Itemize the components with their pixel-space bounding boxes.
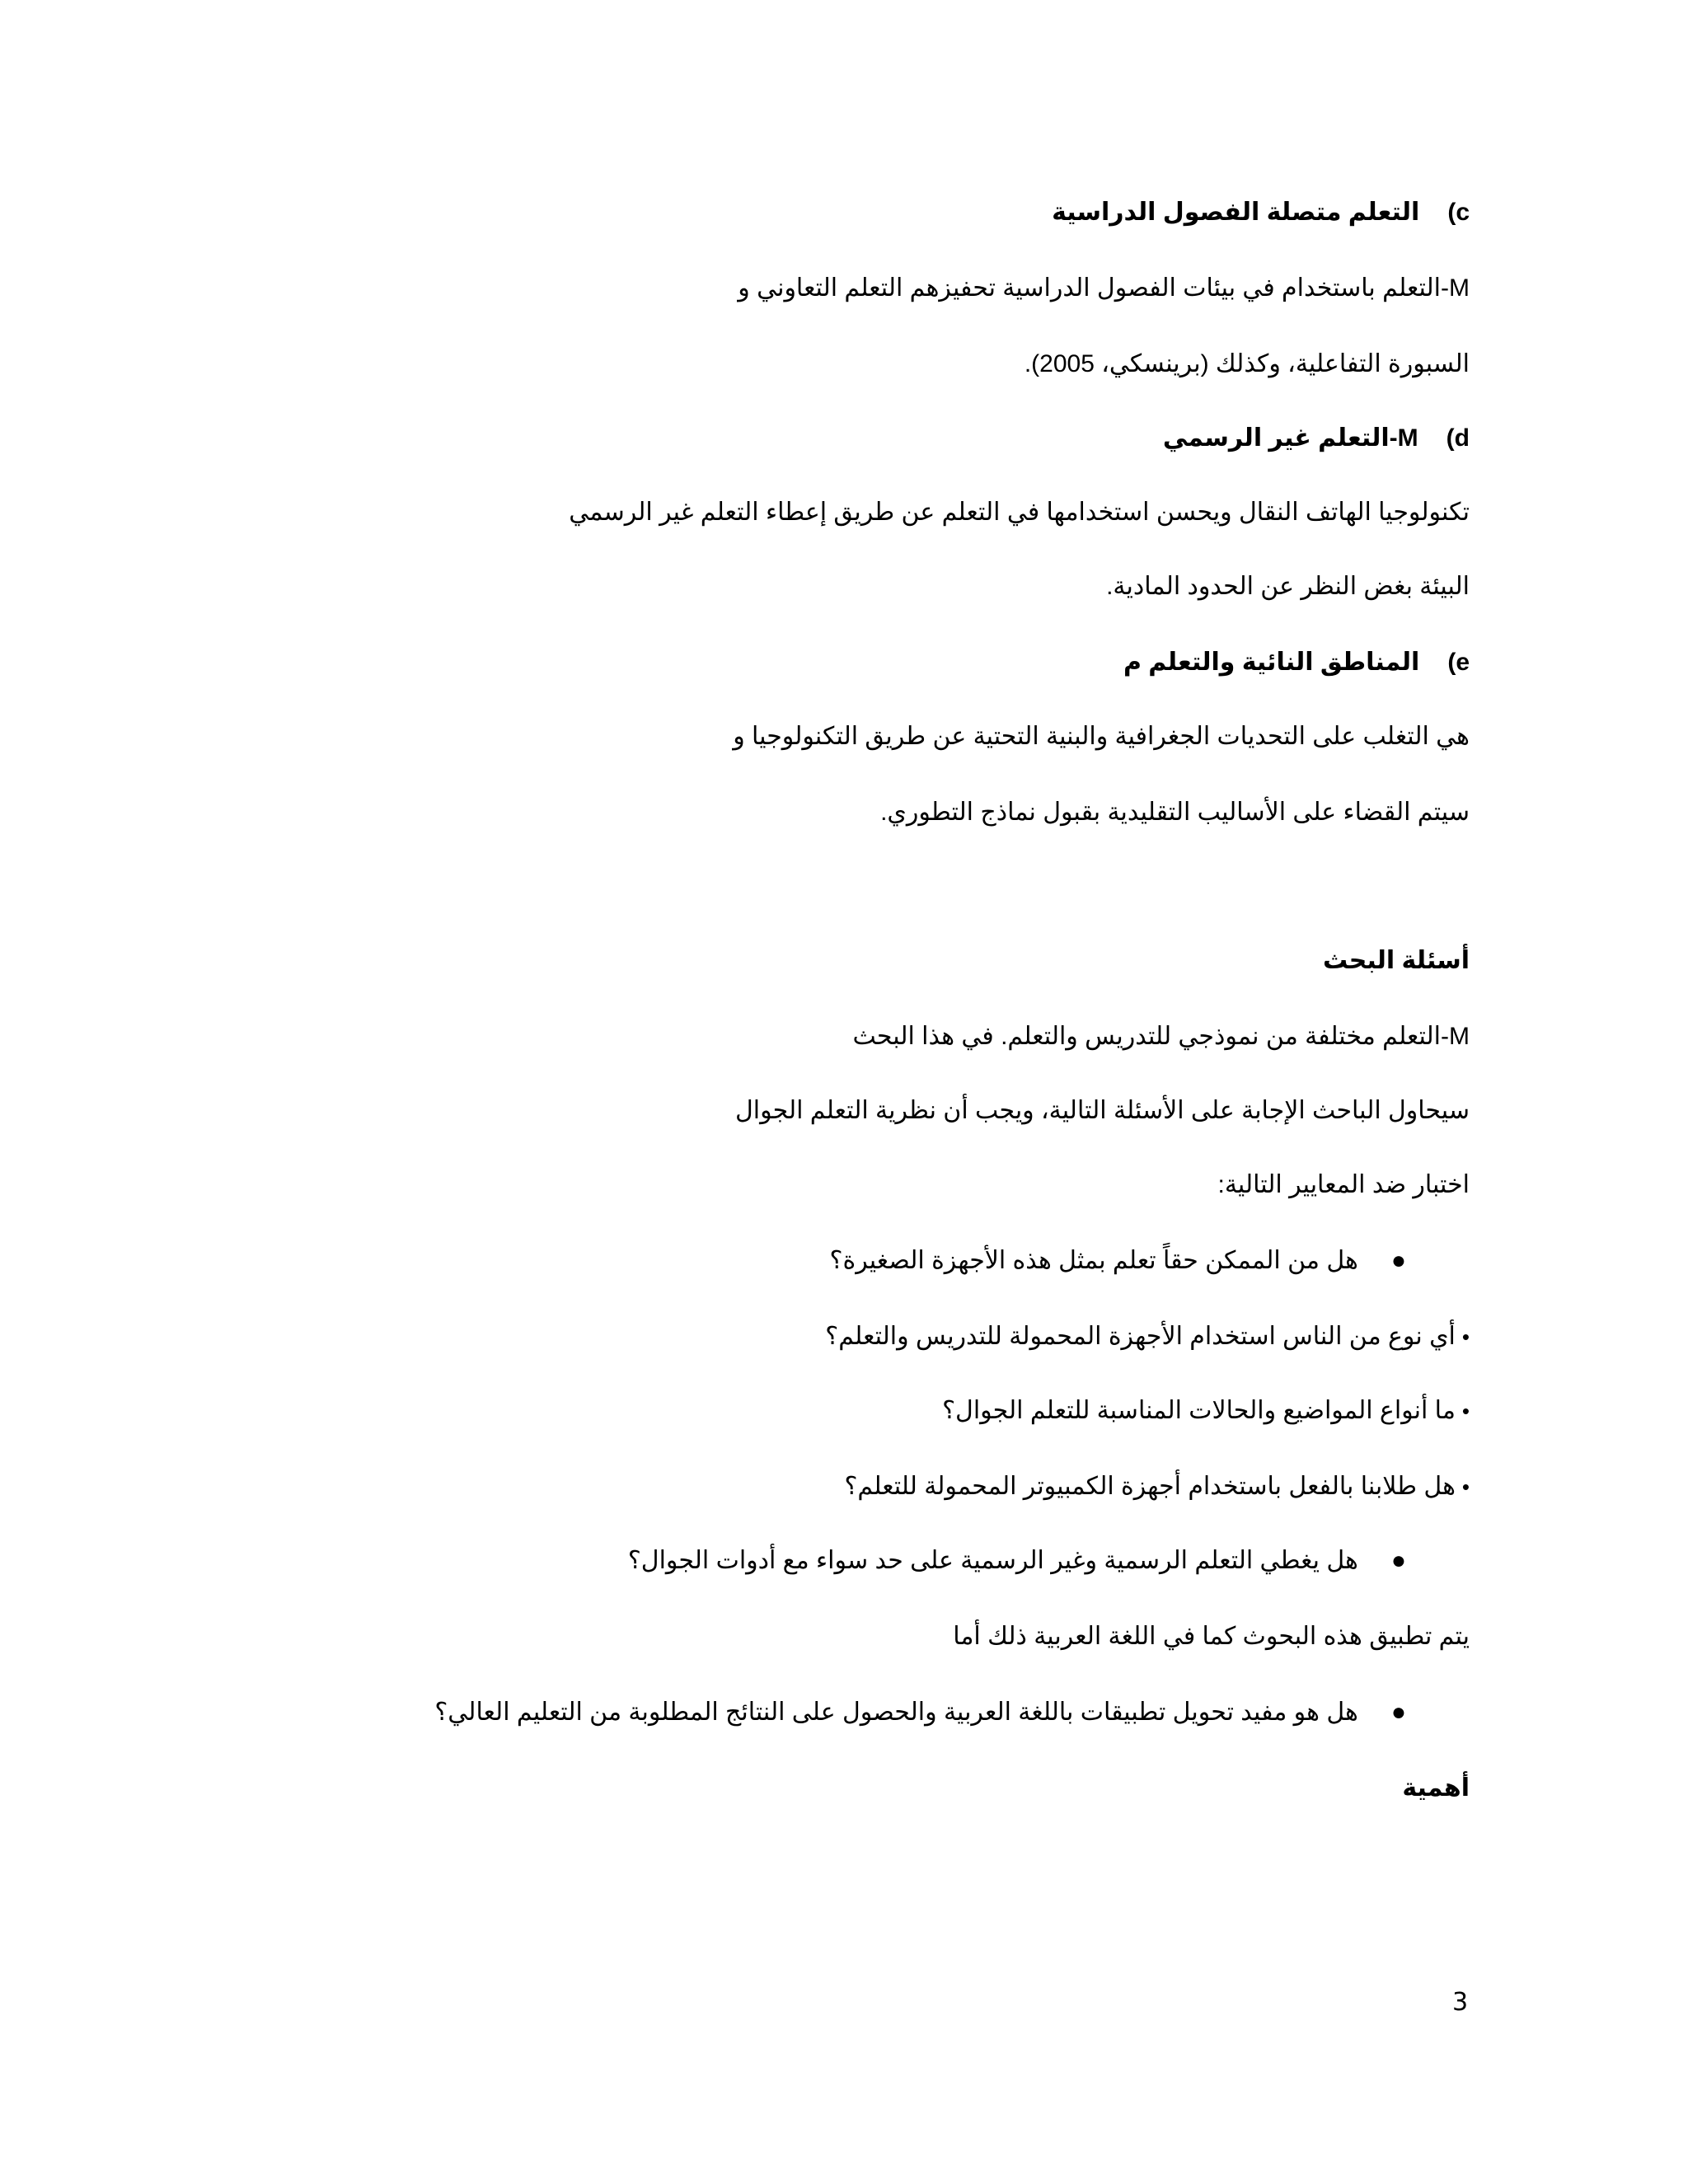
section-e-line-2: سيتم القضاء على الأساليب التقليدية بقبول نماذج التطوري. (880, 799, 1470, 826)
section-e-title: المناطق النائية والتعلم م (1123, 649, 1420, 676)
importance-heading: أهمية (1402, 1774, 1470, 1802)
research-bullet-5 (628, 1543, 1406, 1579)
bullet-icon: • (1461, 1474, 1470, 1499)
bullet-text: هل من الممكن حقاً تعلم بمثل هذه الأجهزة الصغيرة؟ (829, 1247, 1358, 1274)
section-e-heading (1123, 644, 1470, 681)
research-bullet-3 (942, 1393, 1470, 1429)
section-d-heading (1163, 420, 1470, 457)
bullet-text: أي نوع من الناس استخدام الأجهزة المحمولة للتدريس والتعلم؟ (825, 1323, 1456, 1350)
research-bridge-line: يتم تطبيق هذه البحوث كما في اللغة العربية ذلك أما (953, 1623, 1470, 1650)
section-e-line-1: هي التغلب على التحديات الجغرافية والبنية التحتية عن طريق التكنولوجيا و (733, 723, 1470, 750)
section-e-marker: e) (1447, 649, 1470, 676)
bullet-icon: ● (1390, 1699, 1406, 1726)
section-c-title: التعلم متصلة الفصول الدراسية (1052, 199, 1420, 226)
section-c-line-1: M-التعلم باستخدام في بيئات الفصول الدراسية تحفيزهم التعلم التعاوني و (738, 274, 1470, 302)
bullet-icon: ● (1390, 1547, 1406, 1574)
bullet-text: ما أنواع المواضيع والحالات المناسبة للتعلم الجوال؟ (942, 1397, 1456, 1424)
bullet-icon: • (1461, 1324, 1470, 1349)
section-c-marker: c) (1447, 199, 1470, 226)
bullet-text: هل هو مفيد تحويل تطبيقات باللغة العربية والحصول على النتائج المطلوبة من التعليم العالي؟ (434, 1699, 1358, 1726)
research-questions-heading: أسئلة البحث (1323, 947, 1470, 974)
section-d-line-2: البيئة بغض النظر عن الحدود المادية. (1106, 573, 1470, 600)
bullet-text: هل طلابنا بالفعل باستخدام أجهزة الكمبيوتر المحمولة للتعلم؟ (844, 1473, 1456, 1500)
research-bullet-1 (830, 1243, 1406, 1279)
research-intro-line-3: اختبار ضد المعايير التالية: (1217, 1171, 1470, 1198)
research-final-bullet (434, 1694, 1406, 1731)
section-c-line-2: السبورة التفاعلية، وكذلك (برينسكي، 2005). (1024, 350, 1470, 377)
research-bullet-4 (844, 1469, 1470, 1505)
section-d-marker: d) (1446, 424, 1470, 452)
research-intro-line-2: سيحاول الباحث الإجابة على الأسئلة التالية، ويجب أن نظرية التعلم الجوال (734, 1097, 1470, 1124)
bullet-icon: • (1461, 1399, 1470, 1423)
bullet-icon: ● (1390, 1247, 1406, 1274)
bullet-text: هل يغطي التعلم الرسمية وغير الرسمية على حد سواء مع أدوات الجوال؟ (627, 1547, 1358, 1574)
research-bullet-2 (825, 1319, 1470, 1355)
section-c-heading (1052, 194, 1470, 231)
section-d-title: M-التعلم غير الرسمي (1162, 424, 1418, 452)
section-d-line-1: تكنولوجيا الهاتف النقال ويحسن استخدامها في التعلم عن طريق إعطاء التعلم غير الرسمي (569, 499, 1470, 526)
page-number: 3 (1452, 1988, 1469, 2017)
research-intro-line-1: M-التعلم مختلفة من نموذجي للتدريس والتعلم. في هذا البحث (852, 1023, 1470, 1050)
